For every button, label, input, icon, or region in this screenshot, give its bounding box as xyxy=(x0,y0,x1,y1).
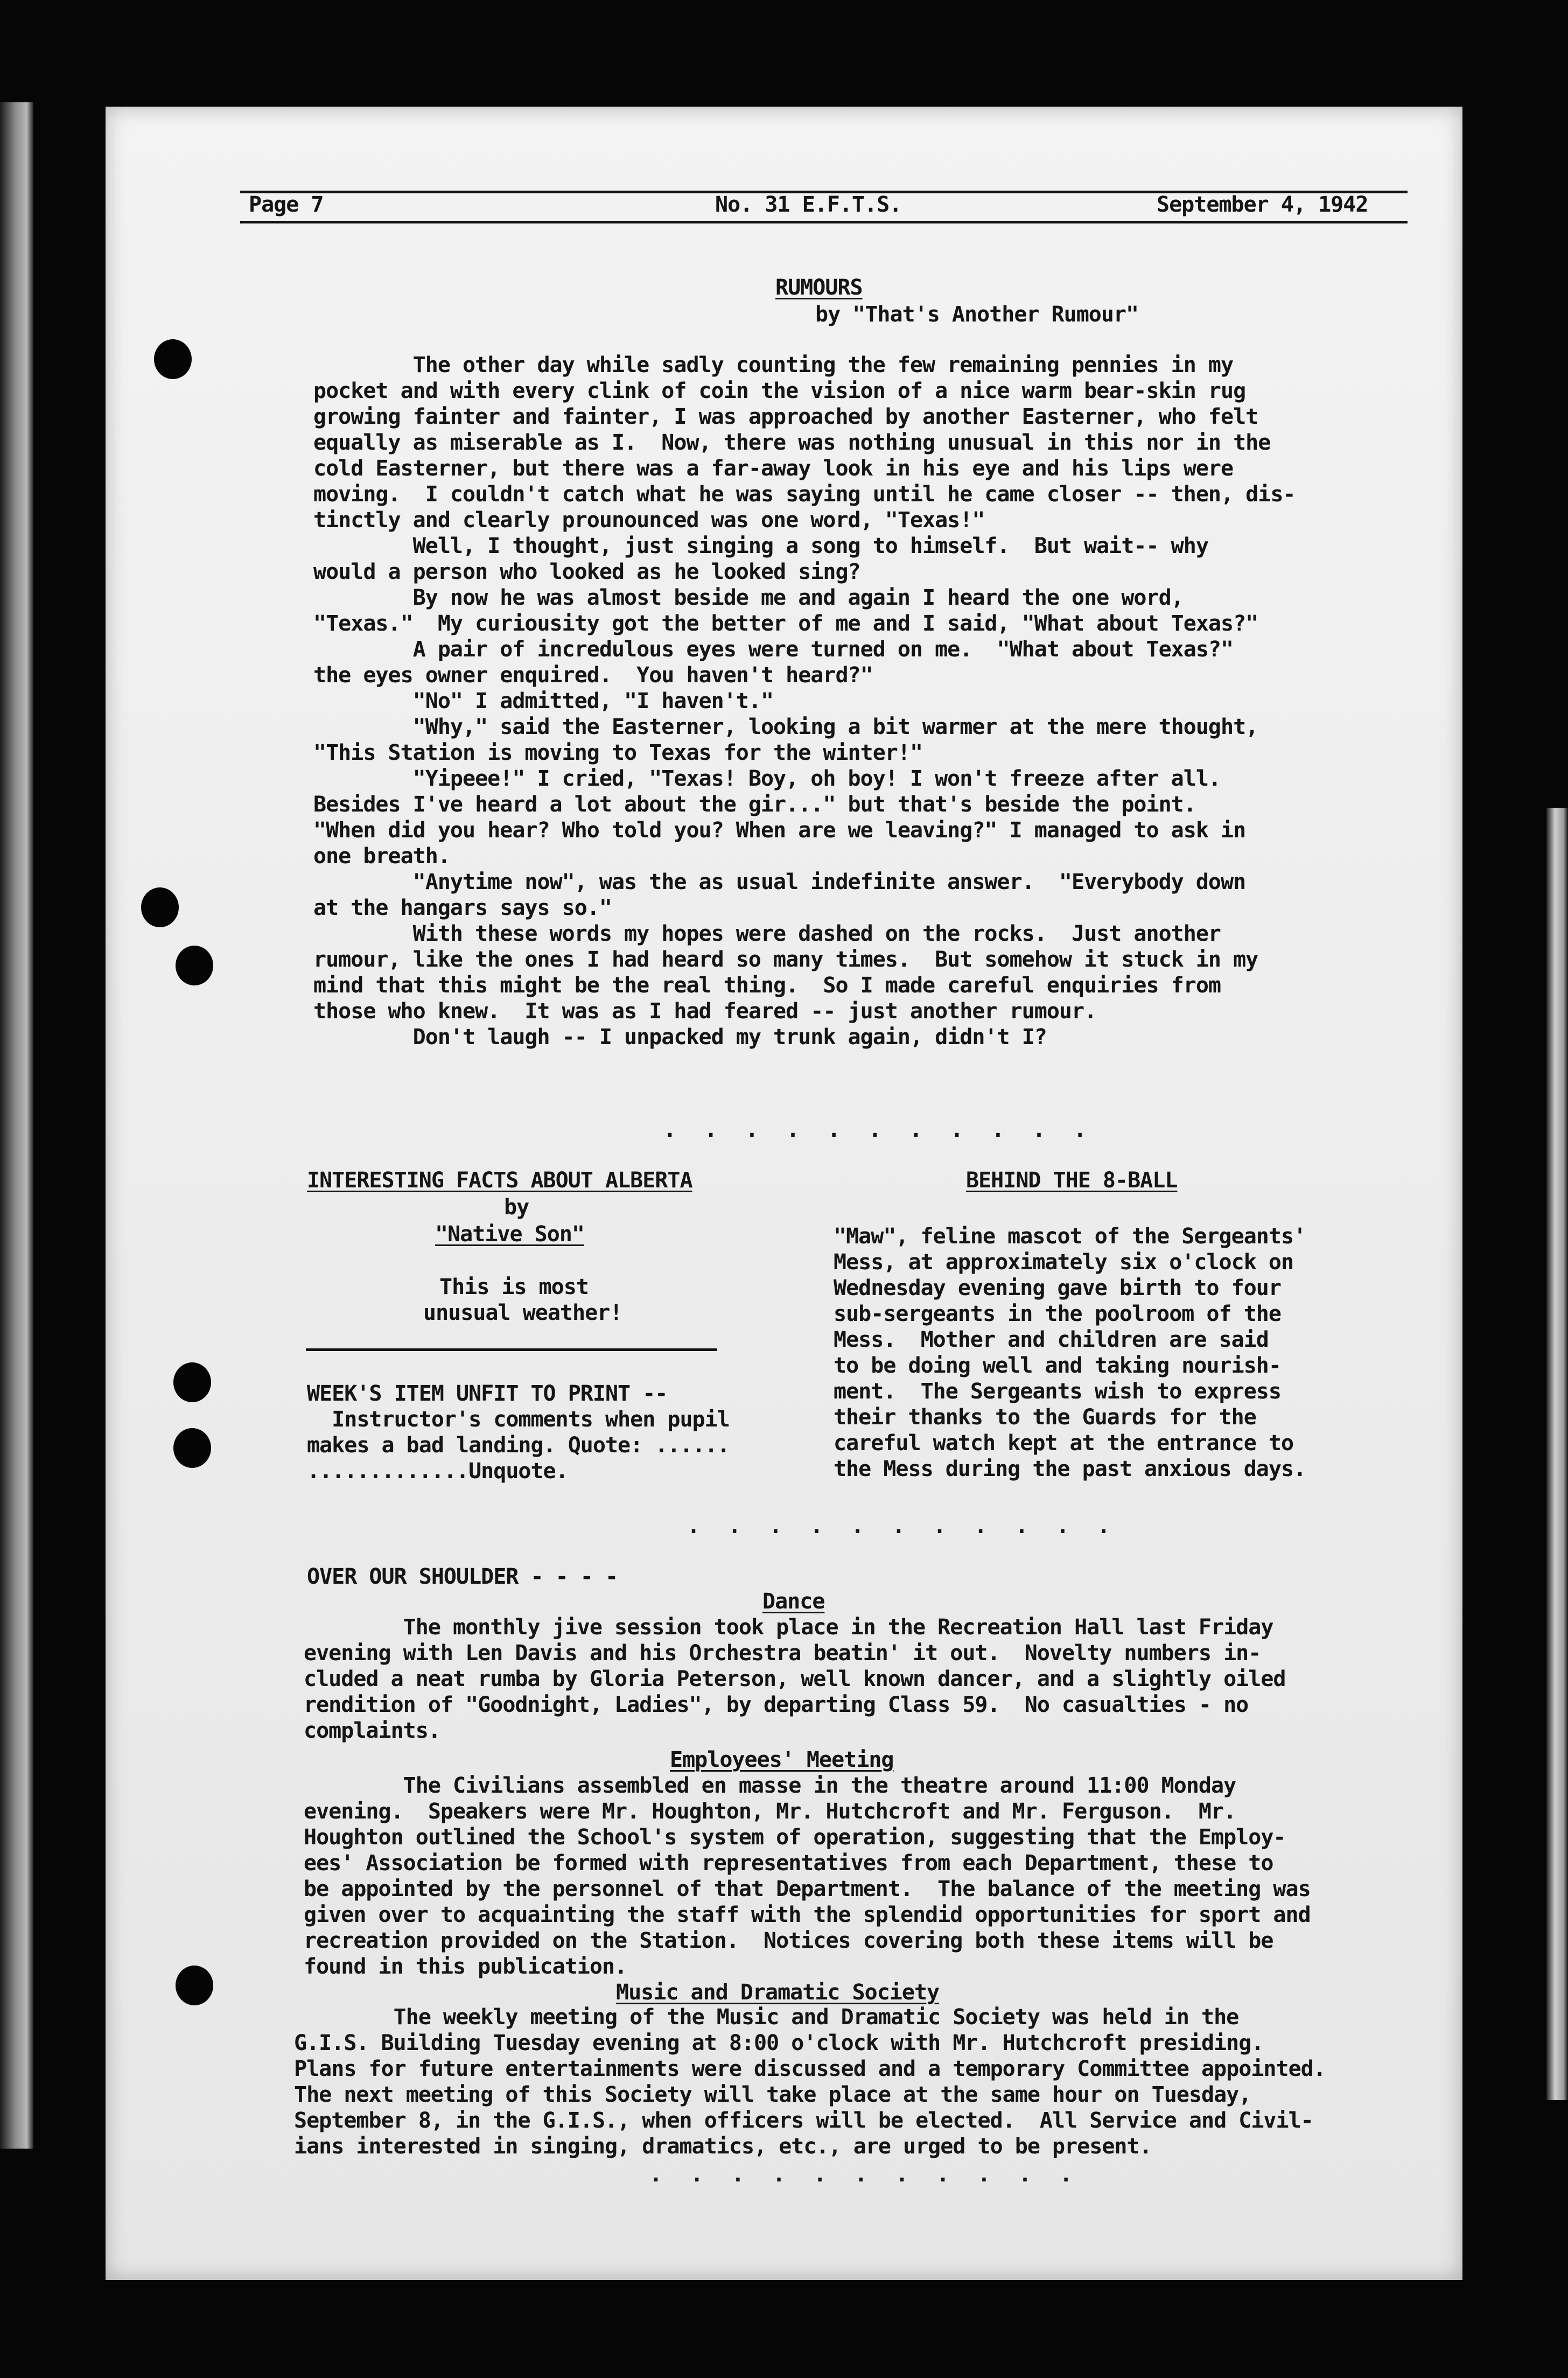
text-line: sub-sergeants in the poolroom of the xyxy=(834,1302,1281,1326)
text-line: evening with Len Davis and his Orchestra beatin' it out. Novelty numbers in- xyxy=(304,1641,1261,1666)
column-divider-rule xyxy=(306,1348,717,1351)
text-line: rumour, like the ones I had heard so many times. But somehow it stuck in my xyxy=(313,947,1258,972)
unfit-block xyxy=(307,1381,730,1484)
text-line: Besides I've heard a lot about the gir..." but that's beside the point. xyxy=(313,792,1196,817)
employees-meeting-body xyxy=(304,1773,1311,1980)
text-line: at the hangars says so." xyxy=(313,896,612,920)
adjacent-page-edge-left xyxy=(0,102,33,2149)
text-line: The Civilians assembled en masse in the theatre around 11:00 Monday xyxy=(304,1773,1236,1798)
text-line: "Anytime now", was the as usual indefinite answer. "Everybody down xyxy=(313,870,1246,894)
text-line: The other day while sadly counting the few remaining pennies in my xyxy=(313,353,1234,377)
text-line: one breath. xyxy=(313,844,450,869)
text-line: evening. Speakers were Mr. Houghton, Mr. Hutchcroft and Mr. Ferguson. Mr. xyxy=(304,1799,1236,1824)
binder-hole xyxy=(173,1428,211,1468)
text-line: "No" I admitted, "I haven't." xyxy=(313,689,774,714)
text-line: ees' Association be formed with representatives from each Department, these to xyxy=(304,1851,1273,1876)
text-line: "Maw", feline mascot of the Sergeants' xyxy=(834,1224,1306,1249)
over-shoulder-title: OVER OUR SHOULDER - - - - xyxy=(307,1564,618,1589)
text-line: found in this publication. xyxy=(304,1954,627,1979)
binder-hole xyxy=(154,339,192,379)
alberta-title: INTERESTING FACTS ABOUT ALBERTA xyxy=(307,1168,692,1193)
text-line: those who knew. It was as I had feared -- just another rumour. xyxy=(313,999,1097,1024)
binder-hole xyxy=(173,1362,211,1402)
text-line: Wednesday evening gave birth to four xyxy=(834,1276,1281,1300)
employees-meeting-title: Employees' Meeting xyxy=(670,1747,894,1772)
dance-body xyxy=(304,1614,1285,1744)
text-line: growing fainter and fainter, I was approached by another Easterner, who felt xyxy=(313,404,1258,429)
text-line: Mess, at approximately six o'clock on xyxy=(834,1250,1294,1275)
text-line: WEEK'S ITEM UNFIT TO PRINT -- xyxy=(307,1381,668,1406)
text-line: "This Station is moving to Texas for the winter!" xyxy=(313,740,923,765)
eightball-title: BEHIND THE 8-BALL xyxy=(966,1168,1178,1193)
text-line: G.I.S. Building Tuesday evening at 8:00 o'clock with Mr. Hutchcroft presiding. xyxy=(294,2031,1264,2055)
text-line: By now he was almost beside me and again I heard the one word, xyxy=(313,585,1184,610)
alberta-line-2: unusual weather! xyxy=(423,1300,622,1325)
text-line: moving. I couldn't catch what he was saying until he came closer -- then, dis- xyxy=(313,482,1296,507)
page-number: Page 7 xyxy=(249,192,324,217)
text-line: cold Easterner, but there was a far-away look in his eye and his lips were xyxy=(313,456,1234,481)
text-line: complaints. xyxy=(304,1718,440,1743)
dance-title: Dance xyxy=(762,1589,825,1614)
text-line: tinctly and clearly prounounced was one word, "Texas!" xyxy=(313,508,985,533)
text-line: Instructor's comments when pupil xyxy=(307,1407,730,1432)
text-line: mind that this might be the real thing. So I made careful enquiries from xyxy=(313,973,1221,998)
binder-hole xyxy=(176,946,213,985)
rumours-body xyxy=(313,352,1295,1050)
text-line: would a person who looked as he looked sing? xyxy=(313,559,860,584)
text-line: The monthly jive session took place in the Recreation Hall last Friday xyxy=(304,1615,1273,1640)
text-line: recreation provided on the Station. Notices covering both these items will be xyxy=(304,1928,1273,1953)
text-line: given over to acquainting the staff with the splendid opportunities for sport and xyxy=(304,1903,1311,1927)
eightball-body xyxy=(834,1223,1306,1482)
text-line: cluded a neat rumba by Gloria Peterson, well known dancer, and a slightly oiled xyxy=(304,1667,1286,1691)
music-society-title: Music and Dramatic Society xyxy=(616,1980,940,2005)
alberta-author: "Native Son" xyxy=(435,1222,584,1247)
text-line: "Yipeee!" I cried, "Texas! Boy, oh boy! I won't freeze after all. xyxy=(313,766,1221,791)
text-line: "Why," said the Easterner, looking a bit warmer at the mere thought, xyxy=(313,715,1258,739)
document-page xyxy=(106,107,1462,2280)
text-line: Well, I thought, just singing a song to himself. But wait-- why xyxy=(313,534,1208,558)
alberta-line-1: This is most xyxy=(439,1275,589,1299)
text-line: The weekly meeting of the Music and Dramatic Society was held in the xyxy=(294,2005,1239,2030)
text-line: September 8, in the G.I.S., when officers will be elected. All Service and Civil- xyxy=(294,2108,1313,2133)
rumours-title: RUMOURS xyxy=(775,275,863,300)
text-line: their thanks to the Guards for the xyxy=(834,1405,1256,1430)
text-line: the eyes owner enquired. You haven't heard?" xyxy=(313,663,873,688)
section-separator: . . . . . . . . . . . xyxy=(649,2162,1080,2187)
binder-hole xyxy=(176,1966,213,2005)
text-line: to be doing well and taking nourish- xyxy=(834,1353,1281,1378)
text-line: .............Unquote. xyxy=(307,1459,568,1484)
text-line: pocket and with every clink of coin the vision of a nice warm bear-skin rug xyxy=(313,379,1246,403)
rumours-byline: by "That's Another Rumour" xyxy=(815,302,1139,327)
binder-hole xyxy=(141,887,179,927)
text-line: equally as miserable as I. Now, there was nothing unusual in this nor in the xyxy=(313,430,1271,455)
text-line: "Texas." My curiousity got the better of me and I said, "What about Texas?" xyxy=(313,611,1258,636)
alberta-by: by xyxy=(504,1195,529,1220)
text-line: rendition of "Goodnight, Ladies", by departing Class 59. No casualties - no xyxy=(304,1692,1249,1717)
music-society-body xyxy=(294,2004,1326,2159)
text-line: careful watch kept at the entrance to xyxy=(834,1431,1294,1456)
adjacent-page-edge-right xyxy=(1546,808,1568,2100)
text-line: Plans for future entertainments were discussed and a temporary Committee appointed. xyxy=(294,2057,1326,2081)
text-line: ians interested in singing, dramatics, etc., are urged to be present. xyxy=(294,2134,1152,2159)
issue-number: No. 31 E.F.T.S. xyxy=(715,192,902,217)
text-line: "When did you hear? Who told you? When are we leaving?" I managed to ask in xyxy=(313,818,1246,843)
text-line: The next meeting of this Society will take place at the same hour on Tuesday, xyxy=(294,2082,1251,2107)
issue-date: September 4, 1942 xyxy=(1157,192,1368,217)
text-line: the Mess during the past anxious days. xyxy=(834,1457,1306,1481)
text-line: makes a bad landing. Quote: ...... xyxy=(307,1433,730,1458)
text-line: ment. The Sergeants wish to express xyxy=(834,1379,1281,1404)
text-line: A pair of incredulous eyes were turned on me. "What about Texas?" xyxy=(313,637,1234,662)
text-line: be appointed by the personnel of that Department. The balance of the meeting was xyxy=(304,1877,1311,1901)
header-rule-bottom xyxy=(240,221,1408,223)
section-separator: . . . . . . . . . . . xyxy=(687,1514,1118,1538)
section-separator: . . . . . . . . . . . xyxy=(663,1117,1094,1142)
text-line: Don't laugh -- I unpacked my trunk again, didn't I? xyxy=(313,1025,1047,1050)
text-line: Mess. Mother and children are said xyxy=(834,1327,1269,1352)
text-line: Houghton outlined the School's system of operation, suggesting that the Employ- xyxy=(304,1825,1286,1850)
text-line: With these words my hopes were dashed on the rocks. Just another xyxy=(313,921,1221,946)
